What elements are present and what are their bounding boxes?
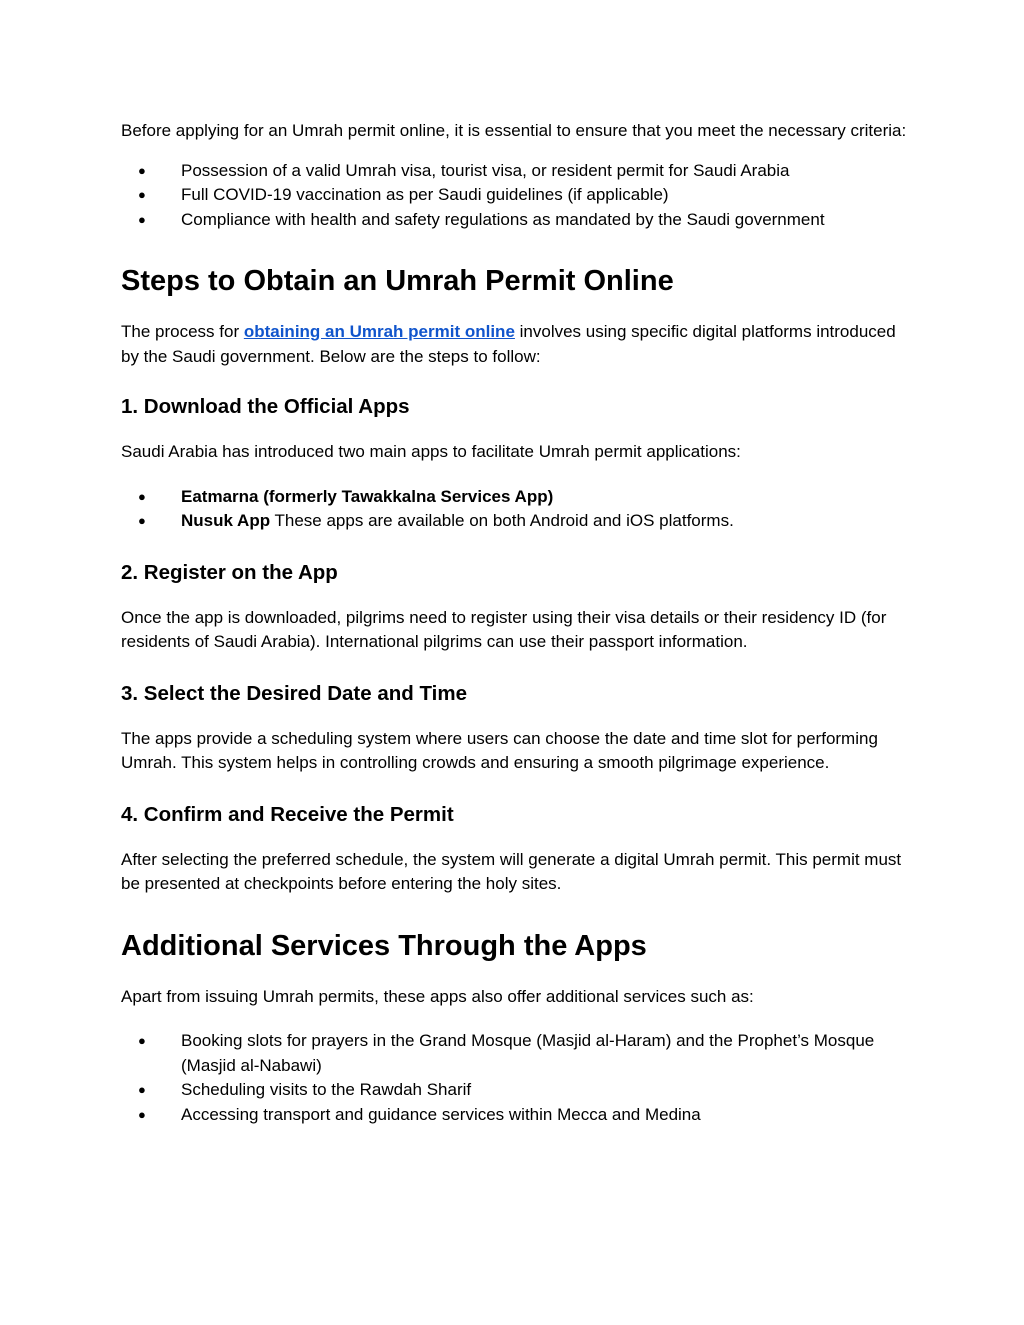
- list-item: [121, 485, 911, 510]
- bullet-icon: ●: [138, 488, 146, 504]
- step-heading-register: 2. Register on the App: [121, 560, 338, 584]
- umrah-permit-link[interactable]: obtaining an Umrah permit online: [243, 322, 515, 341]
- step3-paragraph: The apps provide a scheduling system where users can choose the date and time slot for performing Umrah. This system helps in controlling crowds and ensuring a smooth pilgrimage experience.: [121, 728, 878, 772]
- list-item: ● Accessing transport and guidance services within Mecca and Medina: [121, 1103, 911, 1128]
- step4-paragraph: After selecting the preferred schedule, the system will generate a digital Umrah permit. This permit must be presented at checkpoints before entering the holy sites.: [121, 849, 902, 893]
- document-page: [121, 119, 911, 1127]
- app-name: Eatmarna (formerly Tawakkalna Services App): [181, 486, 554, 506]
- process-paragraph: The process for obtaining an Umrah permit online involves using specific digital platforms introduced by the Saudi government. Below are the steps to follow:: [121, 322, 896, 366]
- additional-paragraph: Apart from issuing Umrah permits, these apps also offer additional services such as:: [121, 986, 754, 1006]
- intro-paragraph: Before applying for an Umrah permit online, it is essential to ensure that you meet the necessary criteria:: [121, 121, 907, 140]
- bullet-icon: ●: [138, 187, 146, 202]
- bullet-icon: ●: [138, 513, 146, 528]
- bullet-icon: ●: [138, 162, 146, 178]
- bullet-icon: ●: [138, 1082, 146, 1097]
- bullet-icon: ●: [138, 1106, 146, 1122]
- list-item: ● Nusuk App These apps are available on both Android and iOS platforms.: [121, 509, 911, 534]
- criteria-list: [121, 159, 911, 233]
- step-heading-confirm: 4. Confirm and Receive the Permit: [121, 802, 454, 826]
- services-list: [121, 1029, 911, 1127]
- step2-paragraph: Once the app is downloaded, pilgrims need to register using their visa details or their residency ID (for residents of Saudi Arabia). International pilgrims can use their passport information.: [121, 607, 887, 651]
- app-name: Nusuk App: [181, 511, 271, 530]
- bullet-icon: ●: [138, 1033, 146, 1048]
- list-item: ● Booking slots for prayers in the Grand Mosque (Masjid al-Haram) and the Prophet’s Mosque (Masjid al-Nabawi): [138, 1031, 875, 1075]
- step-heading-select: 3. Select the Desired Date and Time: [121, 681, 467, 705]
- step1-paragraph: Saudi Arabia has introduced two main apps to facilitate Umrah permit applications:: [121, 442, 741, 461]
- list-item: ● Compliance with health and safety regulations as mandated by the Saudi government: [121, 208, 911, 233]
- list-item: ● Full COVID-19 vaccination as per Saudi guidelines (if applicable): [121, 183, 911, 208]
- step-heading-download: 1. Download the Official Apps: [121, 395, 410, 418]
- section-heading-additional: Additional Services Through the Apps: [121, 929, 647, 962]
- list-item: ● Scheduling visits to the Rawdah Sharif: [121, 1078, 911, 1103]
- section-heading-steps: Steps to Obtain an Umrah Permit Online: [121, 265, 674, 297]
- list-item: ● Possession of a valid Umrah visa, tourist visa, or resident permit for Saudi Arabia: [121, 159, 911, 184]
- bullet-icon: ●: [138, 211, 146, 227]
- apps-list: [121, 485, 911, 534]
